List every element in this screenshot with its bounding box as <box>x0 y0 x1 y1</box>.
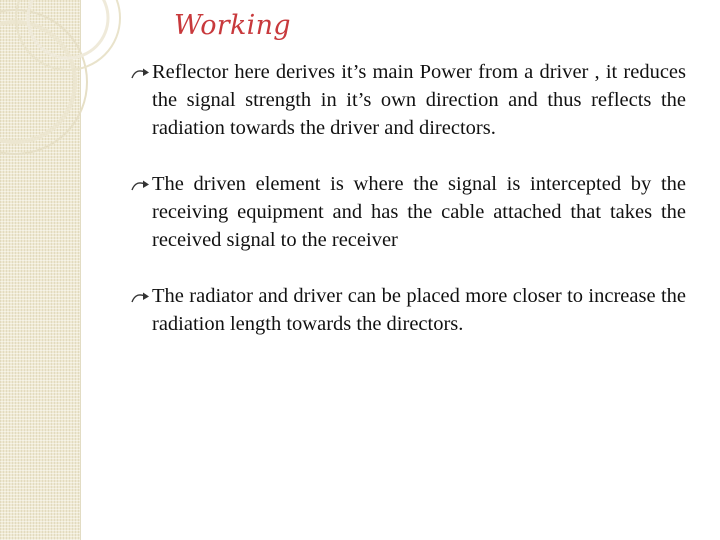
curved-arrow-bullet-icon <box>130 290 152 304</box>
slide-title: Working <box>174 10 291 41</box>
bullet-list <box>130 58 686 338</box>
decorative-side-band <box>0 0 81 540</box>
bullet-item <box>130 282 686 338</box>
curved-arrow-bullet-icon <box>130 66 152 80</box>
bullet-item <box>130 58 686 142</box>
bullet-text: Reflector here derives it’s main Power from a driver , it reduces the signal strength in it’s own direction and thus reflects the radiation towards the driver and directors. <box>152 61 686 139</box>
bullet-item <box>130 170 686 254</box>
bullet-text: The driven element is where the signal is intercepted by the receiving equipment and has the cable attached that takes the received signal to the receiver <box>152 173 686 251</box>
curved-arrow-bullet-icon <box>130 178 152 192</box>
bullet-text: The radiator and driver can be placed more closer to increase the radiation length towards the directors. <box>152 285 686 335</box>
